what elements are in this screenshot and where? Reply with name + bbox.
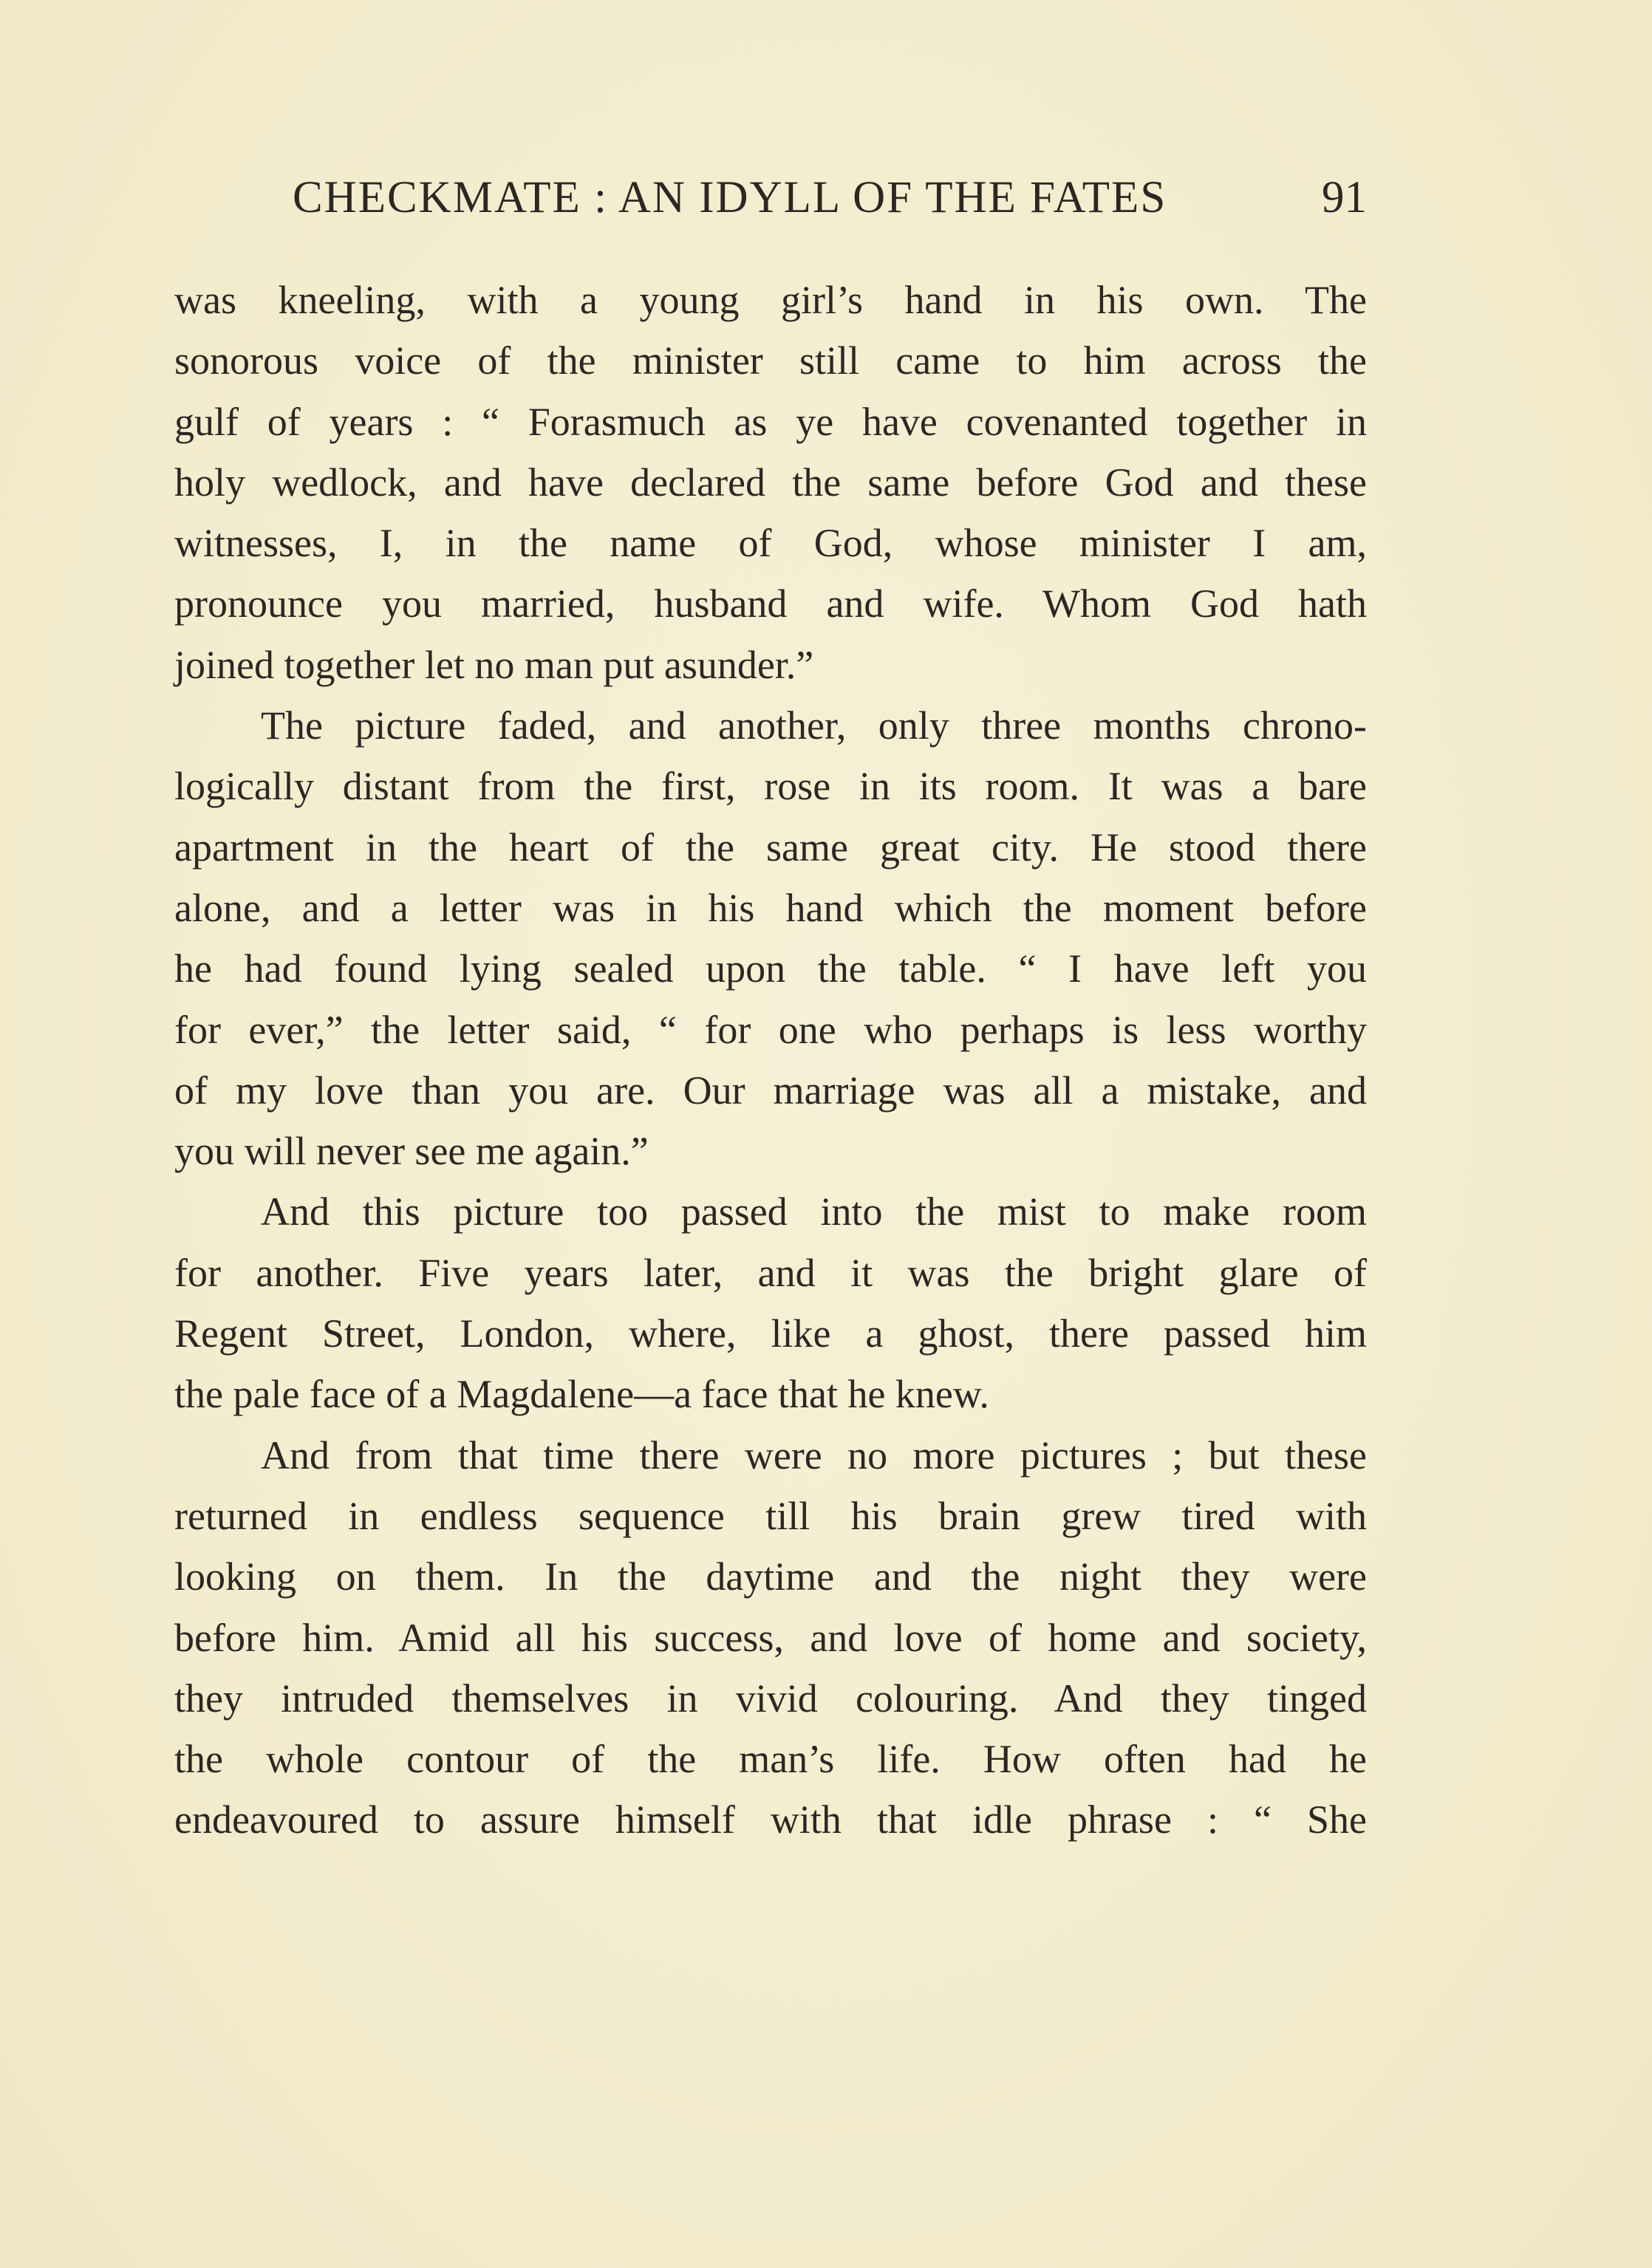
text-line: And this picture too passed into the mist to make room bbox=[261, 1189, 1367, 1234]
text-line: sonorous voice of the minister still came to him across the bbox=[174, 338, 1367, 383]
text-line: for another. Five years later, and it was the bright glare of bbox=[174, 1250, 1367, 1295]
text-line: of my love than you are. Our marriage was all a mistake, and bbox=[174, 1068, 1367, 1113]
text-line: joined together let no man put asunder.” bbox=[174, 642, 814, 687]
text-line: for ever,” the letter said, “ for one who perhaps is less worthy bbox=[174, 1007, 1367, 1052]
text-line: alone, and a letter was in his hand which the moment before bbox=[174, 885, 1367, 930]
text-line: before him. Amid all his success, and love of home and society, bbox=[174, 1615, 1367, 1660]
text-line: logically distant from the first, rose in its room. It was a bare bbox=[174, 764, 1367, 809]
text-line: was kneeling, with a young girl’s hand in his own. The bbox=[174, 278, 1367, 322]
text-line: The picture faded, and another, only three months chrono- bbox=[261, 703, 1367, 748]
text-line: the whole contour of the man’s life. How often had he bbox=[174, 1737, 1367, 1782]
text-line: returned in endless sequence till his brain grew tired with bbox=[174, 1493, 1367, 1538]
body-text bbox=[174, 270, 1367, 1851]
text-line: witnesses, I, in the name of God, whose minister I am, bbox=[174, 521, 1367, 566]
text-line: looking on them. In the daytime and the night they were bbox=[174, 1554, 1367, 1599]
page-number: 91 bbox=[1322, 173, 1367, 222]
text-line: you will never see me again.” bbox=[174, 1129, 649, 1174]
text-line: And from that time there were no more pictures ; but these bbox=[261, 1432, 1367, 1478]
text-line: pronounce you married, husband and wife. Whom God hath bbox=[174, 581, 1367, 626]
text-line: gulf of years : “ Forasmuch as ye have covenanted together in bbox=[174, 399, 1367, 444]
text-line: the pale face of a Magdalene—a face that he knew. bbox=[174, 1372, 989, 1417]
text-line: he had found lying sealed upon the table. “ I have left you bbox=[174, 946, 1367, 991]
running-title: CHECKMATE : AN IDYLL OF THE FATES bbox=[293, 173, 1167, 222]
text-line: apartment in the heart of the same great city. He stood there bbox=[174, 824, 1367, 870]
running-head bbox=[174, 168, 1367, 228]
text-line: endeavoured to assure himself with that idle phrase : “ She bbox=[174, 1797, 1367, 1842]
text-line: Regent Street, London, where, like a ghost, there passed him bbox=[174, 1311, 1367, 1356]
text-line: they intruded themselves in vivid colouring. And they tinged bbox=[174, 1676, 1367, 1721]
text-line: holy wedlock, and have declared the same before God and these bbox=[174, 460, 1367, 505]
